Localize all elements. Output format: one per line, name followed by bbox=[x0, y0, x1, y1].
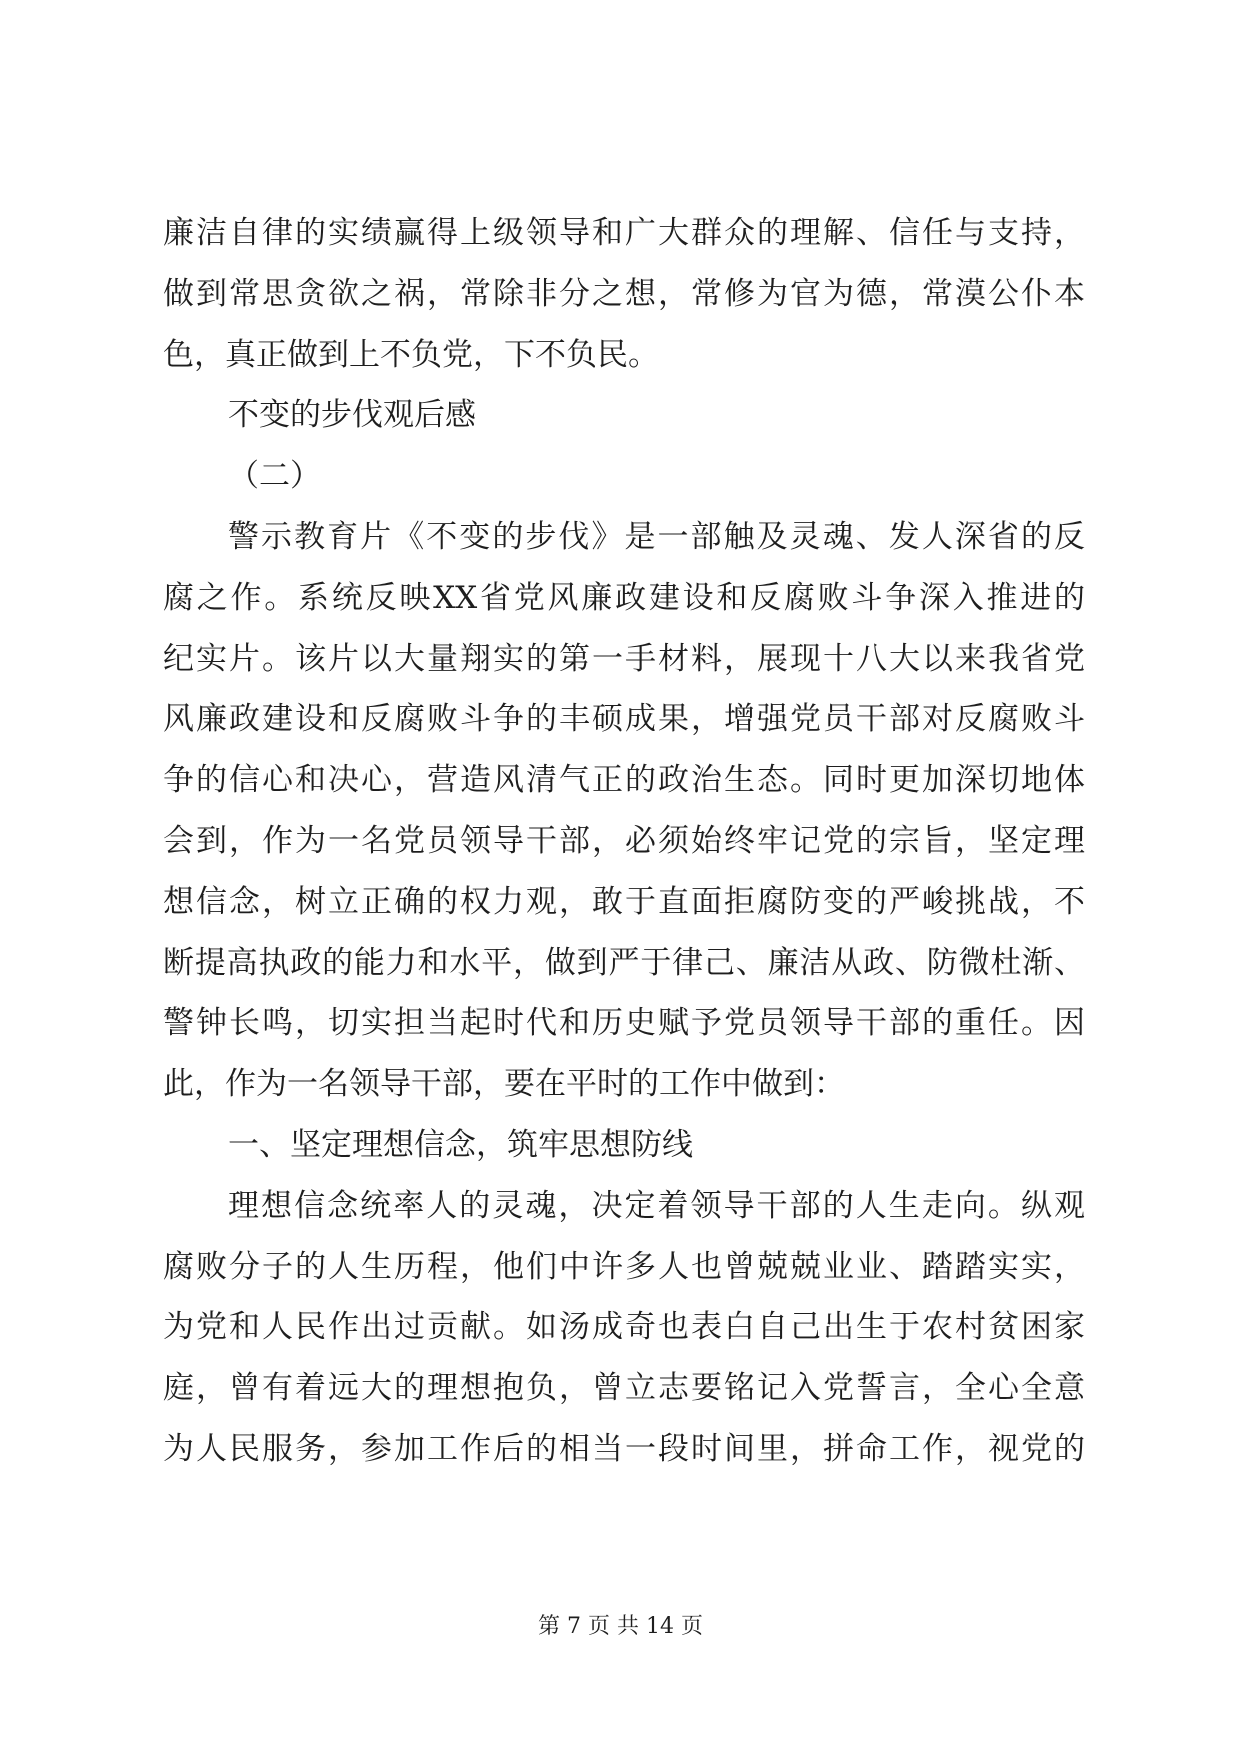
paragraph-line: 此，作为一名领导干部，要在平时的工作中做到： bbox=[163, 1066, 845, 1103]
paragraph-line: 会到，作为一名党员领导干部，必须始终牢记党的宗旨，坚定理 bbox=[163, 822, 1085, 859]
document-body bbox=[163, 203, 1085, 1480]
paragraph-line: 争的信心和决心，营造风清气正的政治生态。同时更加深切地体 bbox=[163, 762, 1085, 799]
paragraph-continued bbox=[163, 203, 1085, 385]
paragraph-line: 色，真正做到上不负党，下不负民。 bbox=[163, 336, 659, 373]
paragraph-section-1 bbox=[163, 1176, 1085, 1480]
paragraph-line: 腐之作。系统反映XX省党风廉政建设和反腐败斗争深入推进的 bbox=[163, 579, 1085, 616]
paragraph-line: 庭，曾有着远大的理想抱负，曾立志要铭记入党誓言，全心全意 bbox=[163, 1370, 1085, 1407]
paragraph-line: 腐败分子的人生历程，他们中许多人也曾兢兢业业、踏踏实实， bbox=[163, 1248, 1085, 1285]
document-heading-number: （二） bbox=[228, 458, 321, 495]
paragraph-line: 警示教育片《不变的步伐》是一部触及灵魂、发人深省的反 bbox=[228, 518, 1085, 555]
paragraph-line: 断提高执政的能力和水平，做到严于律己、廉洁从政、防微杜渐、 bbox=[163, 944, 1085, 981]
page-number-footer: 第 7 页 共 14 页 bbox=[538, 1614, 703, 1639]
paragraph-line: 廉洁自律的实绩赢得上级领导和广大群众的理解、信任与支持， bbox=[163, 215, 1085, 251]
paragraph-line: 理想信念统率人的灵魂，决定着领导干部的人生走向。纵观 bbox=[228, 1187, 1085, 1224]
paragraph-line: 为人民服务，参加工作后的相当一段时间里，拼命工作，视党的 bbox=[163, 1430, 1085, 1467]
paragraph-line: 为党和人民作出过贡献。如汤成奇也表白自己出生于农村贫困家 bbox=[163, 1309, 1085, 1346]
paragraph-line: 风廉政建设和反腐败斗争的丰硕成果，增强党员干部对反腐败斗 bbox=[163, 701, 1085, 738]
paragraph-line: 做到常思贪欲之祸，常除非分之想，常修为官为德，常漠公仆本 bbox=[163, 275, 1085, 312]
paragraph-line: 想信念，树立正确的权力观，敢于直面拒腐防变的严峻挑战，不 bbox=[163, 883, 1085, 920]
document-heading: 不变的步伐观后感 bbox=[228, 397, 476, 434]
paragraph-intro bbox=[163, 507, 1085, 1115]
paragraph-line: 纪实片。该片以大量翔实的第一手材料，展现十八大以来我省党 bbox=[163, 640, 1085, 677]
paragraph-line: 警钟长鸣，切实担当起时代和历史赋予党员领导干部的重任。因 bbox=[163, 1005, 1085, 1042]
section-heading: 一、坚定理想信念，筑牢思想防线 bbox=[228, 1126, 693, 1163]
